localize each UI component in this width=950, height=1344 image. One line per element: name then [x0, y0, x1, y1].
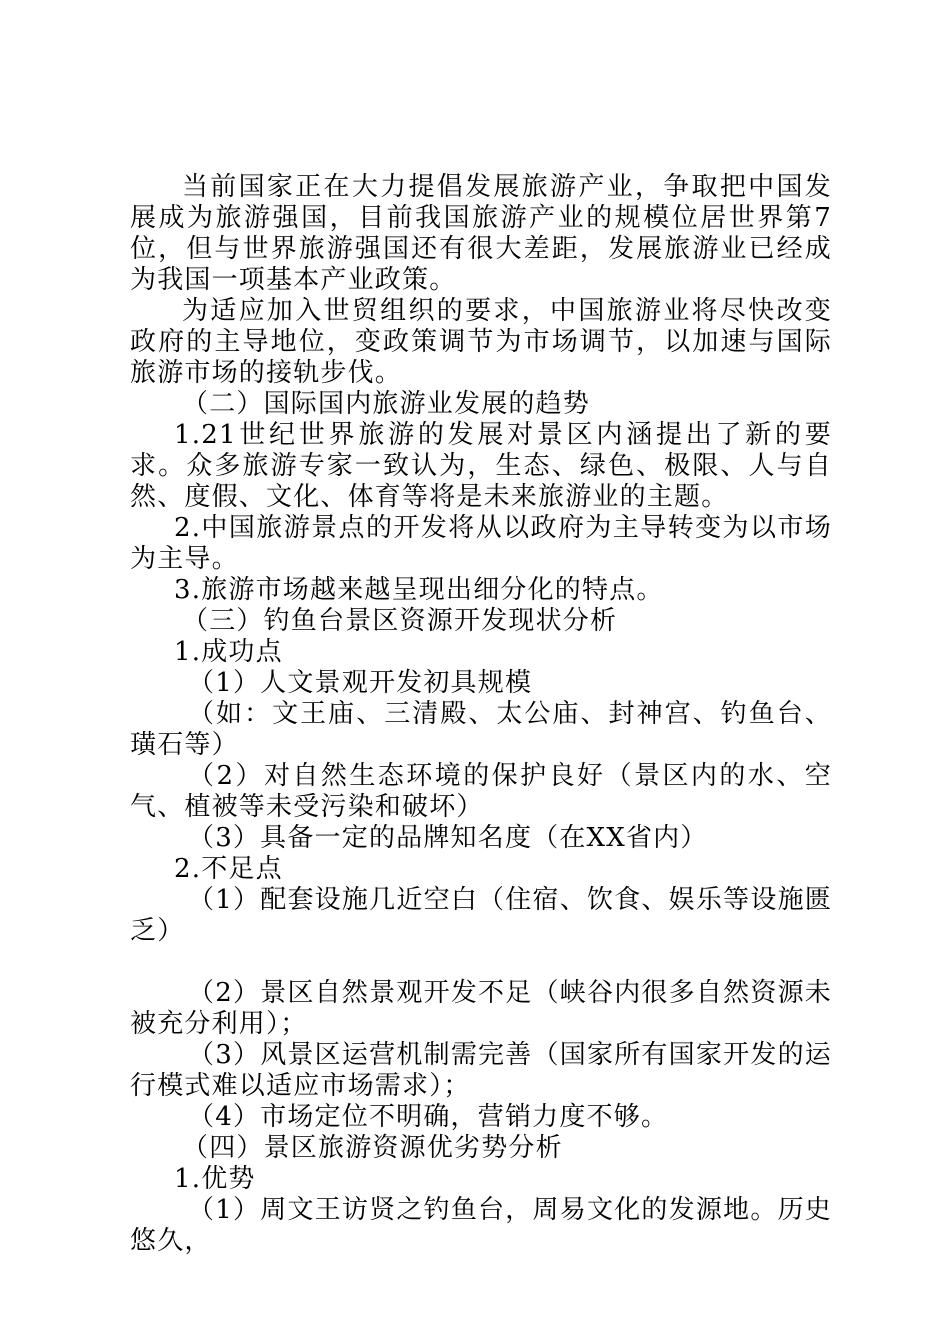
list-item-shortcoming-1: （1）配套设施几近空白（住宿、饮食、娱乐等设施匮乏）	[130, 885, 832, 946]
heading-advantages: 1.优势	[174, 1164, 256, 1194]
heading-shortcomings: 2.不足点	[174, 854, 283, 884]
list-item-shortcoming-2: （2）景区自然景观开发不足（峡谷内很多自然资源未被充分利用）；	[130, 978, 832, 1039]
paragraph-tourism-policy: 当前国家正在大力提倡发展旅游产业，争取把中国发展成为旅游强国，目前我国旅游产业的规模位居世界第7位，但与世界旅游强国还有很大差距，发展旅游业已经成为我国一项基本产业政策。	[130, 172, 832, 295]
heading-section-2: （二）国际国内旅游业发展的趋势	[182, 389, 591, 419]
paragraph-wto-adaptation: 为适应加入世贸组织的要求，中国旅游业将尽快改变政府的主导地位，变政策调节为市场调节，以加速与国际旅游市场的接轨步伐。	[130, 296, 832, 388]
blank-line	[130, 947, 832, 978]
document-body	[130, 172, 832, 1257]
list-item-success-2: （2）对自然生态环境的保护良好（景区内的水、空气、植被等未受污染和破坏）	[130, 761, 832, 822]
list-item-advantage-1: （1）周文王访贤之钓鱼台，周易文化的发源地。历史悠久，	[130, 1195, 832, 1256]
heading-section-3: （三）钓鱼台景区资源开发现状分析	[182, 606, 618, 636]
list-item-shortcoming-3: （3）风景区运营机制需完善（国家所有国家开发的运行模式难以适应市场需求）；	[130, 1040, 832, 1101]
list-item-success-1: （1）人文景观开发初具规模	[188, 668, 533, 698]
heading-section-4: （四）景区旅游资源优劣势分析	[182, 1133, 563, 1163]
heading-success-points: 1.成功点	[174, 637, 283, 667]
paragraph-trend-3: 3.旅游市场越来越呈现出细分化的特点。	[174, 575, 664, 605]
paragraph-trend-2: 2.中国旅游景点的开发将从以政府为主导转变为以市场为主导。	[130, 513, 832, 574]
paragraph-trend-1: 1.21世纪世界旅游的发展对景区内涵提出了新的要求。众多旅游专家一致认为，生态、绿色、极限、人与自然、度假、文化、体育等将是未来旅游业的主题。	[130, 420, 832, 512]
list-item-success-examples: （如：文王庙、三清殿、太公庙、封神宫、钓鱼台、璜石等）	[130, 699, 832, 760]
list-item-success-3: （3）具备一定的品牌知名度（在XX省内）	[188, 823, 708, 853]
list-item-shortcoming-4: （4）市场定位不明确，营销力度不够。	[188, 1102, 669, 1132]
